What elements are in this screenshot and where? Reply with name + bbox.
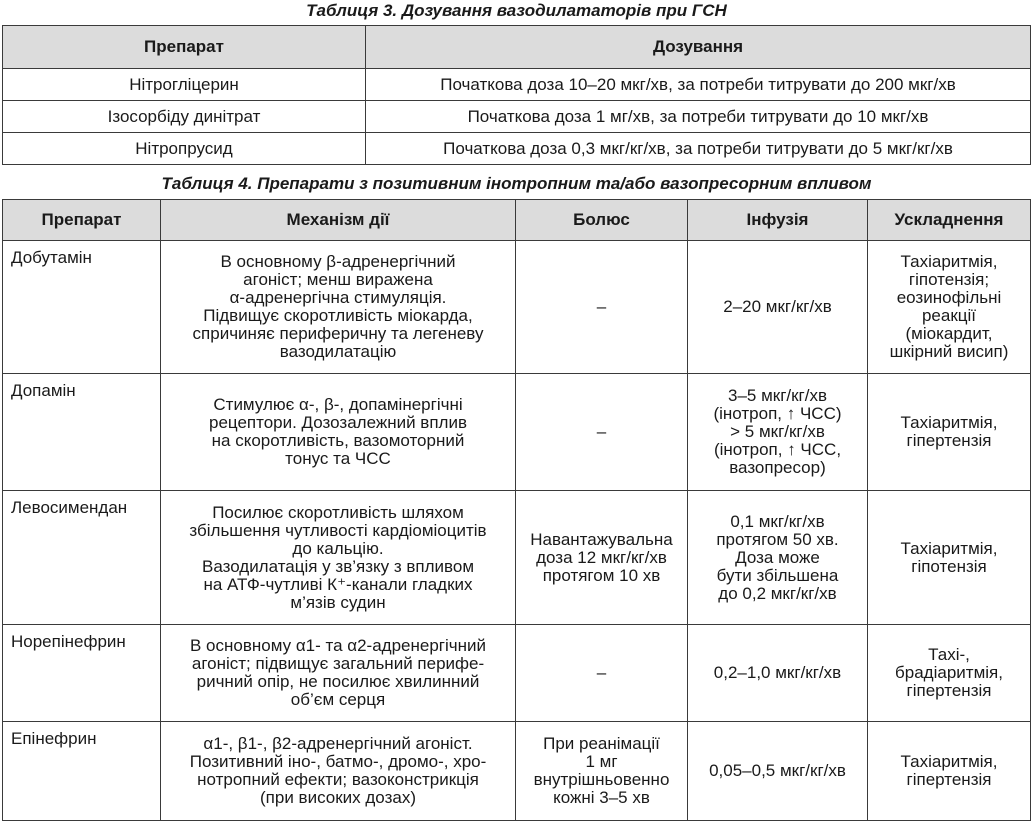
cell-bolus: – <box>516 241 688 374</box>
cell-infusion: 0,1 мкг/кг/хв протягом 50 хв. Доза може бути збільшена до 0,2 мкг/кг/хв <box>688 491 868 625</box>
table-header-row <box>3 200 1031 241</box>
cell-dosage: Початкова доза 10–20 мкг/хв, за потреби титрувати до 200 мкг/хв <box>366 69 1031 101</box>
table4-caption: Таблиця 4. Препарати з позитивним інотропним та/або вазопресорним впливом <box>161 174 872 193</box>
cell-drug: Норепінефрин <box>3 625 161 722</box>
cell-complications: Тахіаритмія, гіпертензія <box>868 722 1031 821</box>
cell-infusion: 0,2–1,0 мкг/кг/хв <box>688 625 868 722</box>
cell-drug: Епінефрин <box>3 722 161 821</box>
cell-dosage: Початкова доза 0,3 мкг/кг/хв, за потреби титрувати до 5 мкг/кг/хв <box>366 133 1031 165</box>
cell-drug: Нітропрусид <box>3 133 366 165</box>
cell-mechanism: Посилює скоротливість шляхом збільшення чутливості кардіоміоцитів до кальцію. Вазодилатація у зв’язку з впливом на АТФ-чутливі К⁺-канали гладких м’язів судин <box>161 491 516 625</box>
cell-drug: Нітрогліцерин <box>3 69 366 101</box>
header-complications: Ускладнення <box>868 200 1031 241</box>
cell-drug: Допамін <box>3 374 161 491</box>
cell-infusion: 2–20 мкг/кг/хв <box>688 241 868 374</box>
cell-mechanism: Стимулює α-, β-, допамінергічні рецептори. Дозозалежний вплив на скоротливість, вазомоторний тонус та ЧСС <box>161 374 516 491</box>
cell-bolus: Навантажувальна доза 12 мкг/кг/хв протягом 10 хв <box>516 491 688 625</box>
cell-complications: Тахіаритмія, гіпотензія <box>868 491 1031 625</box>
header-bolus: Болюс <box>516 200 688 241</box>
vasodilator-dosing-table <box>2 25 1031 165</box>
table-row <box>3 133 1031 165</box>
table-row <box>3 69 1031 101</box>
cell-mechanism: В основному α1- та α2-адренергічний агоніст; підвищує загальний перифе- ричний опір, не посилює хвилинний об’єм серця <box>161 625 516 722</box>
cell-infusion: 0,05–0,5 мкг/кг/хв <box>688 722 868 821</box>
cell-bolus: – <box>516 374 688 491</box>
cell-bolus: При реанімації 1 мг внутрішньовенно кожні 3–5 хв <box>516 722 688 821</box>
cell-infusion: 3–5 мкг/кг/хв (інотроп, ↑ ЧСС) > 5 мкг/кг/хв (інотроп, ↑ ЧСС, вазопресор) <box>688 374 868 491</box>
table-header-row <box>3 26 1031 69</box>
header-drug: Препарат <box>3 200 161 241</box>
header-dosage: Дозування <box>366 26 1031 69</box>
header-drug: Препарат <box>3 26 366 69</box>
cell-bolus: – <box>516 625 688 722</box>
table3-caption: Таблиця 3. Дозування вазодилататорів при ГСН <box>306 1 727 20</box>
cell-drug: Левосимендан <box>3 491 161 625</box>
header-infusion: Інфузія <box>688 200 868 241</box>
table-row <box>3 374 1031 491</box>
cell-drug: Добутамін <box>3 241 161 374</box>
table-row <box>3 491 1031 625</box>
inotrope-vasopressor-table <box>2 199 1031 821</box>
header-mechanism: Механізм дії <box>161 200 516 241</box>
table-row <box>3 101 1031 133</box>
cell-complications: Тахіаритмія, гіпертензія <box>868 374 1031 491</box>
table-row <box>3 241 1031 374</box>
cell-complications: Тахі-, брадіаритмія, гіпертензія <box>868 625 1031 722</box>
table-row <box>3 625 1031 722</box>
cell-drug: Ізосорбіду динітрат <box>3 101 366 133</box>
cell-mechanism: В основному β-адренергічний агоніст; менш виражена α-адренергічна стимуляція. Підвищує скоротливість міокарда, спричиняє периферичну та легеневу вазодилатацію <box>161 241 516 374</box>
table-row <box>3 722 1031 821</box>
cell-mechanism: α1-, β1-, β2-адренергічний агоніст. Позитивний іно-, батмо-, дромо-, хро- нотропний ефекти; вазоконстрикція (при високих дозах) <box>161 722 516 821</box>
cell-complications: Тахіаритмія, гіпотензія; еозинофільні реакції (міокардит, шкірний висип) <box>868 241 1031 374</box>
cell-dosage: Початкова доза 1 мг/хв, за потреби титрувати до 10 мкг/хв <box>366 101 1031 133</box>
